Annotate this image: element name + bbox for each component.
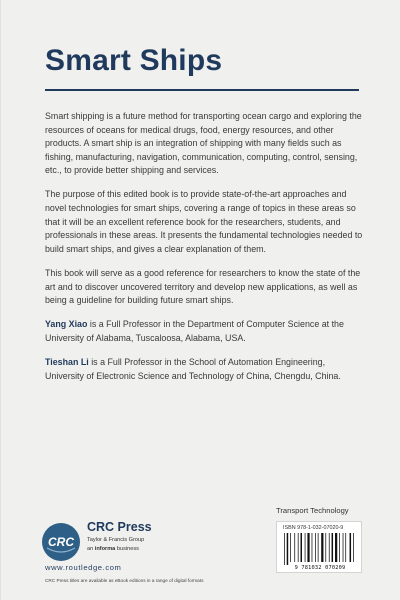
series-label: Transport Technology xyxy=(276,506,349,515)
barcode-bar xyxy=(318,533,319,562)
barcode-bar xyxy=(353,533,354,562)
barcode-bar xyxy=(307,533,309,562)
crc-press-logo-icon xyxy=(41,522,81,562)
publisher-group: Taylor & Francis Group xyxy=(87,537,145,543)
barcode-bar xyxy=(298,533,299,562)
barcode-bar xyxy=(350,533,352,562)
website-link[interactable]: www.routledge.com xyxy=(45,563,122,572)
barcode-bar xyxy=(312,533,313,562)
barcode-bar xyxy=(325,533,326,562)
barcode-bar xyxy=(329,533,330,562)
blurb xyxy=(45,110,363,394)
barcode-bar xyxy=(294,533,295,562)
barcode-bar xyxy=(305,533,306,562)
barcode xyxy=(283,533,357,565)
publisher-informa: an informa business xyxy=(87,546,139,552)
barcode-bar xyxy=(332,533,334,562)
author-name: Yang Xiao xyxy=(45,319,88,330)
isbn-text: ISBN 978-1-032-07020-9 xyxy=(283,525,344,531)
ebook-footnote: CRC Press titles are available as eBook editions in a range of digital formats xyxy=(45,578,204,583)
author-bio-text: is a Full Professor in the Department of Computer Science at the University of Alabama, Tuscaloosa, Alabama, USA. xyxy=(45,319,344,343)
barcode-bar xyxy=(343,533,344,562)
title-divider xyxy=(45,89,359,91)
barcode-number: 9 781032 070209 xyxy=(294,565,346,571)
barcode-bar xyxy=(284,533,285,565)
barcode-bar xyxy=(321,533,323,562)
barcode-bar xyxy=(345,533,346,562)
author-bio-text: is a Full Professor in the School of Automation Engineering, University of Electronic Science and Technology of China, Chengdu, China. xyxy=(45,356,341,381)
barcode-bar xyxy=(339,533,340,562)
blurb-paragraph: The purpose of this edited book is to provide state-of-the-art approaches and novel technologies for smart ships, covering a range of topics in these areas so that it will be an excellent reference book for the researchers, students, and professionals in these areas. It presents the fundamental technologies needed to build smart ships, and gives a clear explanation of them. xyxy=(45,189,363,254)
barcode-bar xyxy=(287,533,289,565)
barcode-bar xyxy=(290,533,291,562)
logo-text: CRC xyxy=(48,535,74,549)
author-bio xyxy=(45,356,363,383)
author-bio xyxy=(45,318,363,345)
isbn-barcode-box xyxy=(276,521,362,573)
book-title: Smart Ships xyxy=(45,44,223,77)
barcode-bar xyxy=(335,533,337,562)
publisher-name: CRC Press xyxy=(87,520,152,534)
barcode-bar xyxy=(301,533,303,562)
barcode-bar xyxy=(315,533,316,562)
author-name: Tieshan Li xyxy=(45,356,89,367)
blurb-paragraph: Smart shipping is a future method for transporting ocean cargo and exploring the resources of oceans for medical drugs, food, energy resources, and other products. A smart ship is an integration of shipping with many fields such as fishing, manufacturing, navigation, communication, computing, control, sensing, etc., to provide better shipping and services. xyxy=(45,111,362,176)
blurb-paragraph: This book will serve as a good reference for researchers to know the state of the art and to discover uncovered territory and develop new applications, as well as being a guideline for building future smart ships. xyxy=(45,267,361,306)
